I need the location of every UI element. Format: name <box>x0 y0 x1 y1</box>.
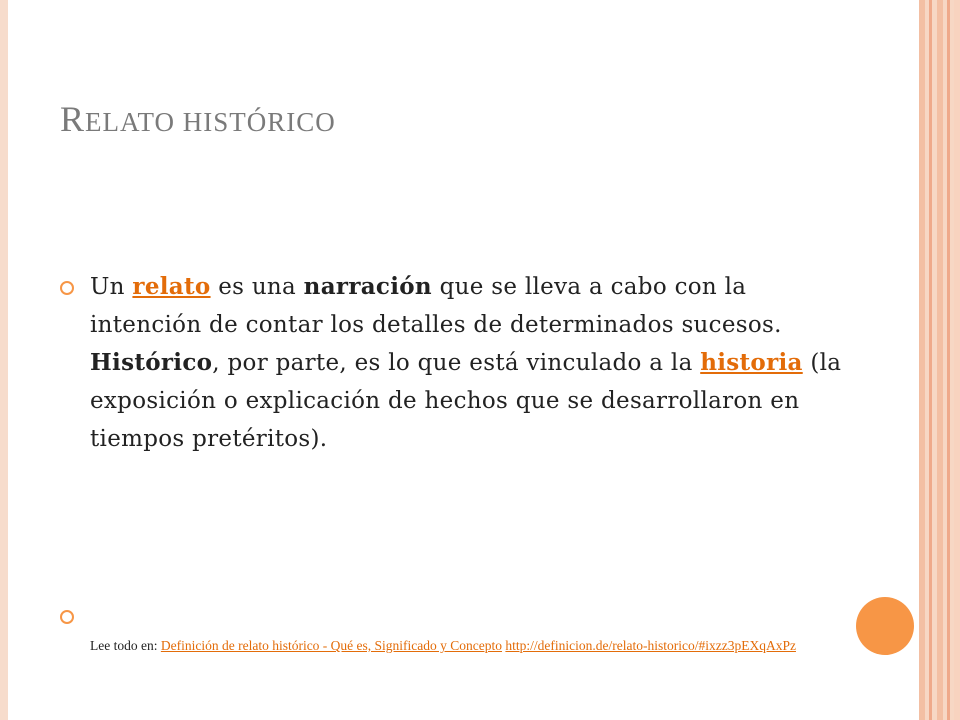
border-stripe <box>929 0 932 720</box>
bullet-icon <box>60 281 74 295</box>
paragraph-text: es una <box>210 274 304 300</box>
left-border-decoration <box>0 0 8 720</box>
border-stripe <box>954 0 960 720</box>
bold-historico: Histórico <box>90 349 213 376</box>
bullet-icon <box>60 610 74 624</box>
title-initial: R <box>60 99 86 139</box>
bold-narracion: narración <box>303 273 432 300</box>
border-stripe <box>937 0 943 720</box>
link-historia[interactable]: historia <box>700 349 803 376</box>
source-link-definition[interactable]: Definición de relato histórico - Qué es, Significado y Concepto <box>160 638 503 653</box>
source-prefix: Lee todo en: <box>90 638 161 653</box>
paragraph-text: , por parte, es lo que está vinculado a la <box>212 350 701 376</box>
link-relato[interactable]: relato <box>132 273 211 300</box>
slide-title <box>60 98 336 140</box>
paragraph-text: Un <box>90 274 133 300</box>
source-link-url[interactable]: http://definicion.de/relato-historico/#ixzz3pEXqAxPz <box>505 638 796 653</box>
source-citation <box>90 637 850 655</box>
decorative-circle <box>856 597 914 655</box>
main-paragraph <box>90 268 850 458</box>
right-border-decoration <box>919 0 960 720</box>
paragraph-text: (la exposición o explicación de hechos que se desarrollaron en tiempos pretéritos). <box>90 350 842 452</box>
border-stripe <box>919 0 925 720</box>
border-stripe <box>947 0 950 720</box>
title-rest: ELATO HISTÓRICO <box>85 107 336 137</box>
paragraph-text: que se lleva a cabo con la intención de contar los detalles de determinados sucesos. <box>90 274 782 338</box>
